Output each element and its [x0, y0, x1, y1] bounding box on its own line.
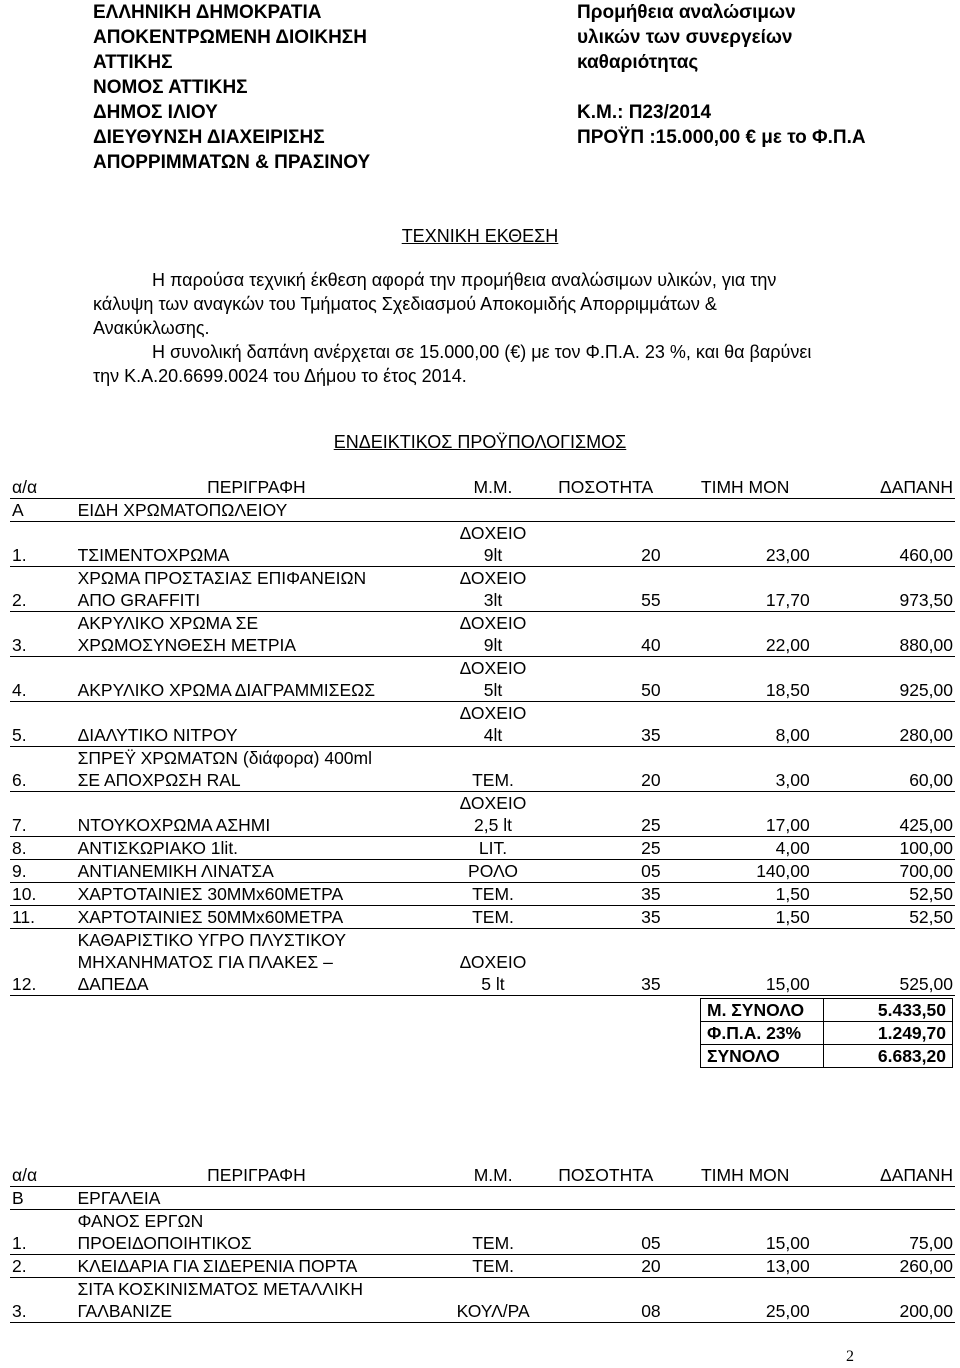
table-row — [10, 792, 955, 837]
row-description — [76, 522, 438, 567]
unit-line: ΔΟΧΕΙΟ — [459, 703, 527, 723]
row-number: 7. — [10, 792, 76, 837]
totals-table-a — [700, 998, 953, 1068]
col-description-header: ΠΕΡΙΓΡΑΦΗ — [76, 476, 438, 499]
row-description — [76, 860, 438, 883]
intro-paragraph-2: Η συνολική δαπάνη ανέρχεται σε 15.000,00 (€) με τον Φ.Π.Α. 23 %, και θα βαρύνει την Κ.Α.20.6699.0024 του Δήμου το έτος 2014. — [93, 342, 812, 386]
row-number: 9. — [10, 860, 76, 883]
unit-line: ΔΟΧΕΙΟ — [459, 952, 527, 972]
description-line: ΝΤΟΥΚΟΧΡΩΜΑ ΑΣΗΜΙ — [77, 815, 271, 835]
description-line: ΔΑΠΕΔΑ — [77, 974, 149, 994]
table-row — [10, 522, 955, 567]
header-right — [577, 0, 957, 150]
header-left-line: ΕΛΛΗΝΙΚΗ ΔΗΜΟΚΡΑΤΙΑ — [93, 2, 322, 23]
table-row — [10, 860, 955, 883]
row-quantity: 25 — [549, 792, 679, 837]
row-total: 460,00 — [812, 522, 955, 567]
row-number: 4. — [10, 657, 76, 702]
description-line: ΠΡΟΕΙΔΟΠΟΙΗΤΙΚΟΣ — [77, 1233, 252, 1253]
header-right-line: Προμήθεια αναλώσιμων — [577, 2, 796, 23]
row-unit — [437, 929, 549, 996]
unit-line: ΤΕΜ. — [472, 884, 514, 904]
row-total: 525,00 — [812, 929, 955, 996]
row-unit-price: 8,00 — [679, 702, 812, 747]
col-unit-price-header: ΤΙΜΗ ΜΟΝ — [679, 476, 812, 499]
header-left — [93, 0, 553, 175]
description-line: ΔΙΑΛΥΤΙΚΟ ΝΙΤΡΟΥ — [77, 725, 238, 745]
row-description — [76, 702, 438, 747]
row-description — [75, 1278, 437, 1323]
section-name: ΕΙΔΗ ΧΡΩΜΑΤΟΠΩΛΕΙΟΥ — [76, 499, 955, 522]
totals-value: 1.249,70 — [824, 1022, 953, 1045]
row-total: 880,00 — [812, 612, 955, 657]
description-line: ΧΡΩΜΑ ΠΡΟΣΤΑΣΙΑΣ ΕΠΙΦΑΝΕΙΩΝ — [77, 568, 367, 588]
row-number: 1. — [10, 1210, 75, 1255]
description-line: ΑΝΤΙΣΚΩΡΙΑΚΟ 1lit. — [77, 838, 239, 858]
col-quantity-header: ΠΟΣΟΤΗΤΑ — [549, 476, 679, 499]
row-unit — [437, 702, 549, 747]
unit-line: ΔΟΧΕΙΟ — [459, 568, 527, 588]
col-total-header: ΔΑΠΑΝΗ — [812, 1164, 955, 1187]
table-row — [10, 1278, 955, 1323]
row-unit — [437, 612, 549, 657]
totals-value: 5.433,50 — [824, 999, 953, 1022]
row-number: 1. — [10, 522, 76, 567]
row-description — [76, 567, 438, 612]
unit-line: ΔΟΧΕΙΟ — [459, 613, 527, 633]
row-unit-price: 23,00 — [679, 522, 812, 567]
row-quantity: 20 — [549, 1255, 679, 1278]
unit-line: 5lt — [483, 680, 503, 700]
row-unit-price: 140,00 — [679, 860, 812, 883]
row-total: 973,50 — [812, 567, 955, 612]
description-line: ΑΠΟ GRAFFITI — [77, 590, 201, 610]
col-unit-header: Μ.Μ. — [437, 476, 549, 499]
row-quantity: 20 — [549, 747, 679, 792]
description-line: ΚΛΕΙΔΑΡΙΑ ΓΙΑ ΣΙΔΕΡΕΝΙΑ ΠΟΡΤΑ — [77, 1256, 358, 1276]
row-total: 425,00 — [812, 792, 955, 837]
row-description — [75, 1255, 437, 1278]
budget-table-a — [10, 476, 955, 996]
row-quantity: 40 — [549, 612, 679, 657]
row-number: 11. — [10, 906, 76, 929]
row-total: 52,50 — [812, 906, 955, 929]
intro-paragraph-1: Η παρούσα τεχνική έκθεση αφορά την προμήθεια αναλώσιμων υλικών, για την κάλυψη των αναγκών του Τμήματος Σχεδιασμού Αποκομιδής Απορριμμάτων & Ανακύκλωσης. — [93, 270, 777, 338]
row-unit-price: 15,00 — [679, 1210, 812, 1255]
row-number: 10. — [10, 883, 76, 906]
table-row — [10, 657, 955, 702]
row-total: 75,00 — [812, 1210, 955, 1255]
row-quantity: 35 — [549, 702, 679, 747]
table-row — [10, 612, 955, 657]
table-row — [10, 1255, 955, 1278]
budget-title: ΕΝΔΕΙΚΤΙΚΟΣ ΠΡΟΫΠΟΛΟΓΙΣΜΟΣ — [333, 432, 627, 452]
section-code: Β — [10, 1187, 75, 1210]
row-unit — [437, 792, 549, 837]
header-right-line: υλικών των συνεργείων — [577, 27, 793, 48]
row-unit-price: 15,00 — [679, 929, 812, 996]
row-total: 52,50 — [812, 883, 955, 906]
report-title: ΤΕΧΝΙΚΗ ΕΚΘΕΣΗ — [401, 226, 559, 246]
row-unit — [437, 657, 549, 702]
unit-line: 5 lt — [481, 974, 505, 994]
row-quantity: 20 — [549, 522, 679, 567]
row-total: 200,00 — [812, 1278, 955, 1323]
unit-line: ΤΕΜ. — [472, 907, 514, 927]
row-total: 100,00 — [812, 837, 955, 860]
unit-line: 9lt — [483, 635, 503, 655]
row-number: 6. — [10, 747, 76, 792]
row-description — [76, 747, 438, 792]
header-right-line — [577, 75, 957, 100]
row-description — [75, 1210, 437, 1255]
row-quantity: 50 — [549, 657, 679, 702]
totals-label: Μ. ΣΥΝΟΛΟ — [701, 999, 824, 1022]
table-row — [10, 567, 955, 612]
row-description — [76, 929, 438, 996]
row-unit — [437, 883, 549, 906]
row-description — [76, 837, 438, 860]
header-left-line: ΑΠΟΚΕΝΤΡΩΜΕΝΗ ΔΙΟΙΚΗΣΗ — [93, 27, 367, 48]
row-unit — [437, 1210, 548, 1255]
page-number: 2 — [846, 1348, 854, 1365]
table-header — [10, 1164, 955, 1187]
section-name: ΕΡΓΑΛΕΙΑ — [75, 1187, 955, 1210]
row-quantity: 35 — [549, 883, 679, 906]
row-number: 3. — [10, 1278, 75, 1323]
table-row — [10, 1210, 955, 1255]
row-quantity: 25 — [549, 837, 679, 860]
row-quantity: 55 — [549, 567, 679, 612]
row-unit-price: 1,50 — [679, 883, 812, 906]
description-line: ΑΝΤΙΑΝΕΜΙΚΗ ΛΙΝΑΤΣΑ — [77, 861, 274, 881]
row-description — [76, 883, 438, 906]
description-line: ΦΑΝΟΣ ΕΡΓΩΝ — [77, 1211, 204, 1231]
row-total: 280,00 — [812, 702, 955, 747]
unit-line: ΔΟΧΕΙΟ — [459, 793, 527, 813]
row-number: 5. — [10, 702, 76, 747]
description-line: ΣΕ ΑΠΟΧΡΩΣΗ RAL — [77, 770, 241, 790]
row-unit — [437, 1278, 548, 1323]
row-number: 8. — [10, 837, 76, 860]
col-no-header: α/α — [10, 476, 76, 499]
table-header — [10, 476, 955, 499]
description-line: ΑΚΡΥΛΙΚΟ ΧΡΩΜΑ ΣΕ — [77, 613, 259, 633]
row-total: 260,00 — [812, 1255, 955, 1278]
col-total-header: ΔΑΠΑΝΗ — [812, 476, 955, 499]
row-unit-price: 25,00 — [679, 1278, 812, 1323]
col-description-header: ΠΕΡΙΓΡΑΦΗ — [75, 1164, 437, 1187]
unit-line: ΔΟΧΕΙΟ — [459, 523, 527, 543]
col-quantity-header: ΠΟΣΟΤΗΤΑ — [549, 1164, 679, 1187]
intro-text — [93, 268, 833, 388]
totals-row — [701, 999, 953, 1022]
row-total: 700,00 — [812, 860, 955, 883]
header-left-line: ΔΙΕΥΘΥΝΣΗ ΔΙΑΧΕΙΡΙΣΗΣ — [93, 127, 325, 148]
description-line: ΑΚΡΥΛΙΚΟ ΧΡΩΜΑ ΔΙΑΓΡΑΜΜΙΣΕΩΣ — [77, 680, 376, 700]
description-line: ΣΠΡΕΫ ΧΡΩΜΑΤΩΝ (διάφορα) 400ml — [77, 748, 372, 768]
table-row — [10, 906, 955, 929]
col-no-header: α/α — [10, 1164, 75, 1187]
unit-line: ΡΟΛΟ — [468, 861, 518, 881]
description-line: ΧΑΡΤΟΤΑΙΝΙΕΣ 50ΜΜx60ΜΕΤΡΑ — [77, 907, 344, 927]
totals-value: 6.683,20 — [824, 1045, 953, 1068]
row-unit-price: 4,00 — [679, 837, 812, 860]
row-unit — [437, 837, 549, 860]
section-code: Α — [10, 499, 76, 522]
row-unit — [437, 906, 549, 929]
table-row — [10, 702, 955, 747]
row-quantity: 08 — [549, 1278, 679, 1323]
totals-row — [701, 1045, 953, 1068]
row-description — [76, 612, 438, 657]
row-description — [76, 792, 438, 837]
totals-label: Φ.Π.Α. 23% — [701, 1022, 824, 1045]
row-unit-price: 18,50 — [679, 657, 812, 702]
budget-table-b — [10, 1164, 955, 1323]
unit-line: LIT. — [478, 838, 508, 858]
unit-line: 3lt — [483, 590, 503, 610]
unit-line: ΚΟΥΛ/ΡΑ — [456, 1301, 530, 1321]
header-left-line: ΔΗΜΟΣ ΙΛΙΟΥ — [93, 102, 218, 123]
header-right-line: ΠΡΟΫΠ :15.000,00 € με το Φ.Π.Α — [577, 127, 866, 148]
totals-row — [701, 1022, 953, 1045]
unit-line: 4lt — [483, 725, 503, 745]
header-right-line: Κ.Μ.: Π23/2014 — [577, 102, 712, 123]
unit-line: 2,5 lt — [474, 815, 512, 835]
header-left-line: ΑΠΟΡΡΙΜΜΑΤΩΝ & ΠΡΑΣΙΝΟΥ — [93, 152, 371, 173]
col-unit-header: Μ.Μ. — [437, 1164, 548, 1187]
row-unit-price: 17,70 — [679, 567, 812, 612]
header-right-line: καθαριότητας — [577, 52, 699, 73]
description-line: ΓΑΛΒΑΝΙΖΕ — [77, 1301, 173, 1321]
table-row — [10, 883, 955, 906]
row-description — [76, 657, 438, 702]
row-quantity: 35 — [549, 929, 679, 996]
section-row — [10, 1187, 955, 1210]
row-unit-price: 17,00 — [679, 792, 812, 837]
description-line: ΤΣΙΜΕΝΤΟΧΡΩΜΑ — [77, 545, 230, 565]
row-unit — [437, 1255, 548, 1278]
unit-line: ΔΟΧΕΙΟ — [459, 658, 527, 678]
unit-line: ΤΕΜ. — [472, 1256, 515, 1276]
row-unit — [437, 522, 549, 567]
row-quantity: 05 — [549, 1210, 679, 1255]
row-unit — [437, 747, 549, 792]
description-line: ΚΑΘΑΡΙΣΤΙΚΟ ΥΓΡΟ ΠΛΥΣΤΙΚΟΥ — [77, 930, 347, 950]
row-number: 3. — [10, 612, 76, 657]
header-left-line: ΝΟΜΟΣ ΑΤΤΙΚΗΣ — [93, 77, 248, 98]
row-unit-price: 13,00 — [679, 1255, 812, 1278]
row-unit-price: 3,00 — [679, 747, 812, 792]
row-quantity: 05 — [549, 860, 679, 883]
section-row — [10, 499, 955, 522]
description-line: ΣΙΤΑ ΚΟΣΚΙΝΙΣΜΑΤΟΣ ΜΕΤΑΛΛΙΚΗ — [77, 1279, 364, 1299]
description-line: ΜΗΧΑΝΗΜΑΤΟΣ ΓΙΑ ΠΛΑΚΕΣ – — [77, 952, 333, 972]
totals-label: ΣΥΝΟΛΟ — [701, 1045, 824, 1068]
row-unit-price: 22,00 — [679, 612, 812, 657]
header-left-line: ΑΤΤΙΚΗΣ — [93, 52, 173, 73]
col-unit-price-header: ΤΙΜΗ ΜΟΝ — [679, 1164, 812, 1187]
row-unit-price: 1,50 — [679, 906, 812, 929]
row-unit — [437, 567, 549, 612]
row-unit — [437, 860, 549, 883]
description-line: ΧΑΡΤΟΤΑΙΝΙΕΣ 30ΜΜx60ΜΕΤΡΑ — [77, 884, 344, 904]
row-quantity: 35 — [549, 906, 679, 929]
table-row — [10, 837, 955, 860]
table-row — [10, 929, 955, 996]
row-number: 2. — [10, 567, 76, 612]
row-description — [76, 906, 438, 929]
row-total: 925,00 — [812, 657, 955, 702]
row-number: 12. — [10, 929, 76, 996]
unit-line: 9lt — [483, 545, 503, 565]
unit-line: ΤΕΜ. — [472, 1233, 515, 1253]
unit-line: ΤΕΜ. — [472, 770, 514, 790]
row-total: 60,00 — [812, 747, 955, 792]
description-line: ΧΡΩΜΟΣΥΝΘΕΣΗ ΜΕΤΡΙΑ — [77, 635, 297, 655]
row-number: 2. — [10, 1255, 75, 1278]
table-row — [10, 747, 955, 792]
